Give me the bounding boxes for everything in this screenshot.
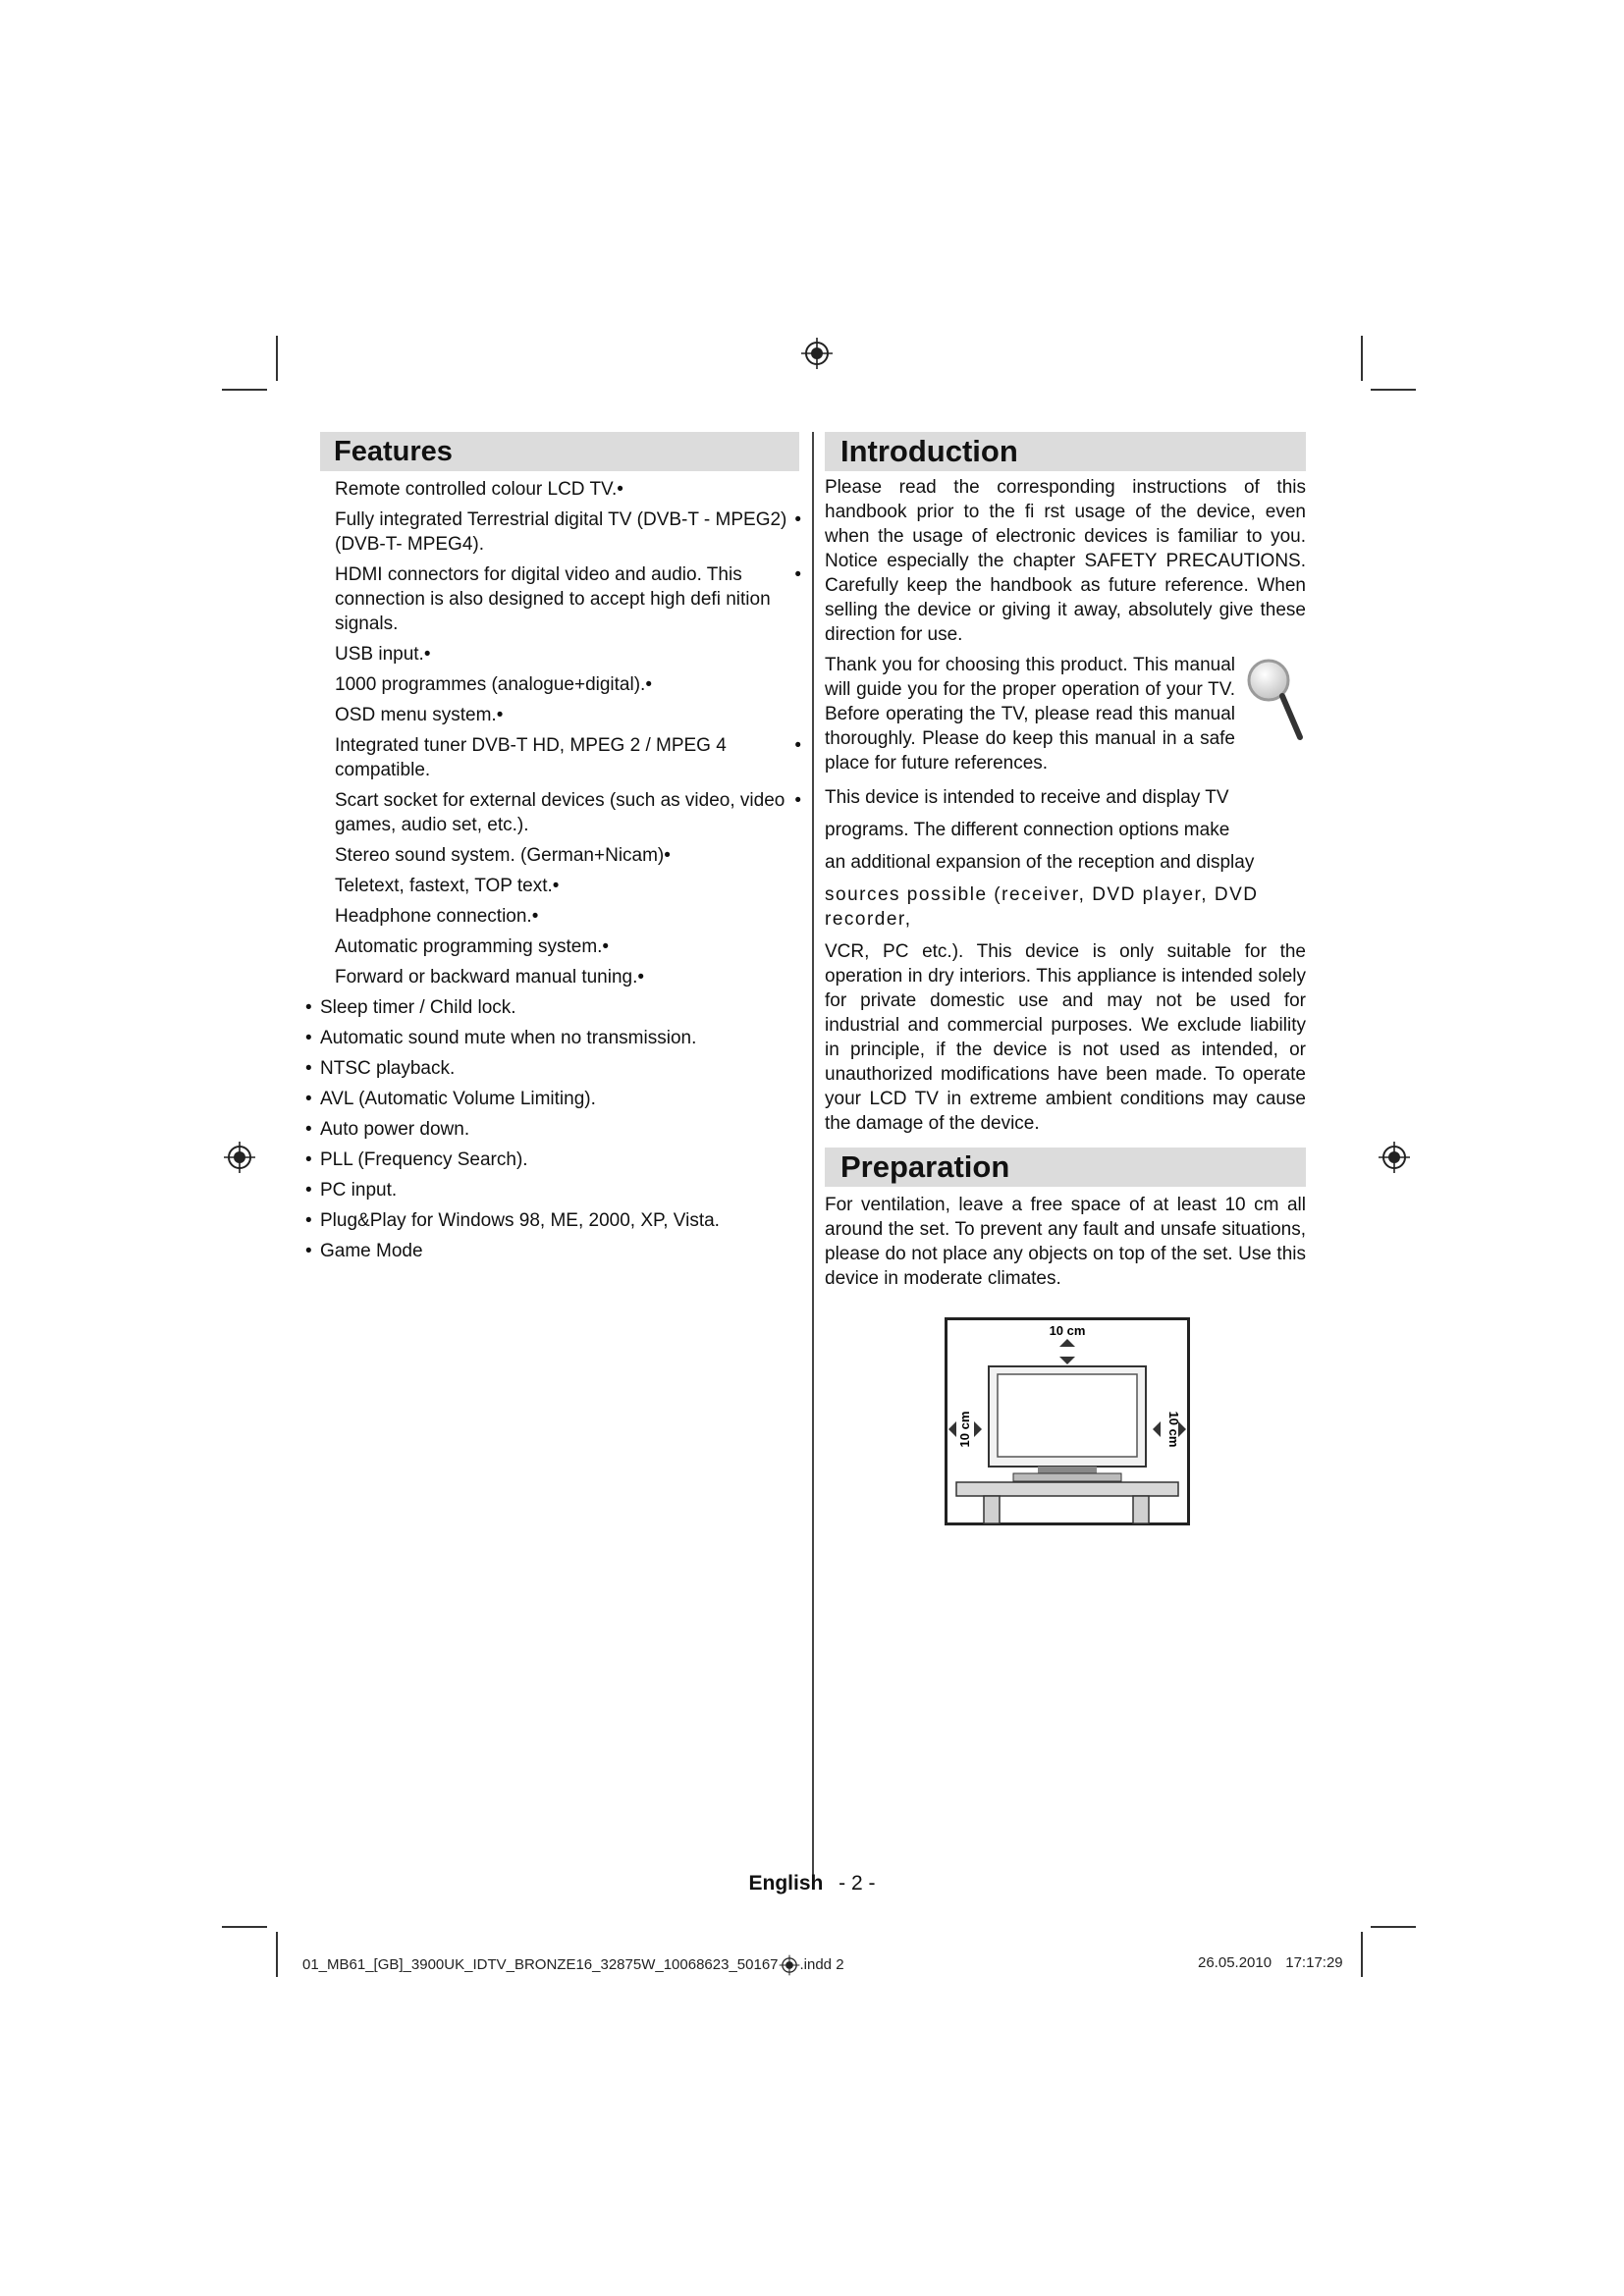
right-clearance-label: 10 cm <box>1166 1411 1181 1448</box>
feature-item: Stereo sound system. (German+Nicam)• <box>335 845 671 866</box>
feature-item: Teletext, fastext, TOP text.• <box>335 876 560 896</box>
registration-mark-icon <box>779 1954 800 1976</box>
features-section <box>320 432 799 1263</box>
feature-item: Scart socket for external devices (such as video, video games, audio set, etc.). • <box>320 788 799 837</box>
feature-item: • PC input. <box>305 1178 799 1202</box>
introduction-heading: Introduction <box>825 432 1306 471</box>
crop-mark <box>1371 389 1416 391</box>
intro-paragraph: programs. The different connection options make <box>825 820 1230 840</box>
intro-paragraph: This device is intended to receive and display TV <box>825 787 1229 808</box>
features-list <box>320 477 799 1263</box>
left-clearance-label: 10 cm <box>957 1411 972 1448</box>
registration-mark-icon <box>223 1141 256 1174</box>
preparation-heading: Preparation <box>825 1148 1306 1187</box>
crop-mark <box>222 389 267 391</box>
top-clearance-label: 10 cm <box>1049 1323 1086 1338</box>
crop-mark <box>1371 1926 1416 1928</box>
registration-mark-icon <box>800 337 834 370</box>
footer-language: English <box>748 1872 824 1895</box>
feature-item: • Automatic sound mute when no transmission. <box>305 1026 799 1050</box>
intro-paragraph: Please read the corresponding instructions of this handbook prior to the fi rst usage of the device, even when the usage of electronic devices is familiar to you. Notice especially the chapter SAFETY PRECAUTIONS. Carefully keep the handbook as future reference. When selling the device or giving it away, absolutely give these direction for use. <box>825 477 1306 645</box>
slug-date: 26.05.2010 <box>1198 1954 1272 1971</box>
feature-item: • Sleep timer / Child lock. <box>305 995 799 1020</box>
intro-paragraph: VCR, PC etc.). This device is only suitable for the operation in dry interiors. This appliance is intended solely for private domestic use and may not be used for industrial and commercial purposes. We exclude liability in principle, if the device is not used as intended, or unauthorized modifications have been made. To operate your LCD TV in extreme ambient conditions may cause the damage of the device. <box>825 941 1306 1134</box>
page-number: - 2 - <box>839 1872 876 1895</box>
feature-item: Forward or backward manual tuning.• <box>335 967 645 988</box>
features-heading: Features <box>320 432 799 471</box>
intro-paragraph: sources possible (receiver, DVD player, DVD recorder, <box>825 884 1259 930</box>
feature-item: • NTSC playback. <box>305 1056 799 1081</box>
feature-item: Fully integrated Terrestrial digital TV (DVB-T - MPEG2) (DVB-T- MPEG4). • <box>320 507 799 557</box>
crop-mark <box>1361 1932 1363 1977</box>
feature-item: Automatic programming system.• <box>335 936 610 957</box>
feature-item: • AVL (Automatic Volume Limiting). <box>305 1087 799 1111</box>
slug-timestamp <box>1198 1954 1343 1971</box>
slug-file-end: .indd 2 <box>799 1955 844 1973</box>
feature-item: • Auto power down. <box>305 1117 799 1142</box>
feature-item: Integrated tuner DVB-T HD, MPEG 2 / MPEG 4 compatible. • <box>320 733 799 782</box>
intro-paragraph: an additional expansion of the reception and display <box>825 852 1255 873</box>
crop-mark <box>1361 336 1363 381</box>
crop-mark <box>276 336 278 381</box>
preparation-paragraph: For ventilation, leave a free space of at least 10 cm all around the set. To prevent any fault and unsafe situations, please do not place any objects on top of the set. Use this device in moderate climates. <box>825 1195 1306 1289</box>
feature-item: USB input.• <box>335 644 431 665</box>
crop-mark <box>222 1926 267 1928</box>
page-footer <box>0 1872 1624 1896</box>
ventilation-diagram <box>945 1317 1190 1525</box>
slug-time: 17:17:29 <box>1285 1954 1343 1971</box>
feature-item: • PLL (Frequency Search). <box>305 1148 799 1172</box>
magnifier-icon <box>1243 657 1306 743</box>
crop-mark <box>276 1932 278 1977</box>
intro-paragraph: Thank you for choosing this product. This manual will guide you for the proper operation of your TV. Before operating the TV, please read this manual thoroughly. Please do keep this manual in a safe place for future references. <box>825 655 1235 774</box>
feature-item: HDMI connectors for digital video and audio. This connection is also designed to accept high defi nition signals. • <box>320 562 799 636</box>
feature-item: OSD menu system.• <box>335 705 504 725</box>
column-divider <box>812 432 814 1875</box>
feature-item: Remote controlled colour LCD TV.• <box>335 479 623 500</box>
feature-item: 1000 programmes (analogue+digital).• <box>335 674 652 695</box>
feature-item: • Plug&Play for Windows 98, ME, 2000, XP, Vista. <box>305 1208 799 1233</box>
feature-item: • Game Mode <box>305 1239 799 1263</box>
slug-filename: 01_MB61_[GB]_3900UK_IDTV_BRONZE16_32875W_10068623_50167 <box>302 1955 779 1973</box>
slug-line <box>302 1954 844 1976</box>
introduction-section <box>825 432 1306 1291</box>
registration-mark-icon <box>1378 1141 1411 1174</box>
feature-item: Headphone connection.• <box>335 906 539 927</box>
